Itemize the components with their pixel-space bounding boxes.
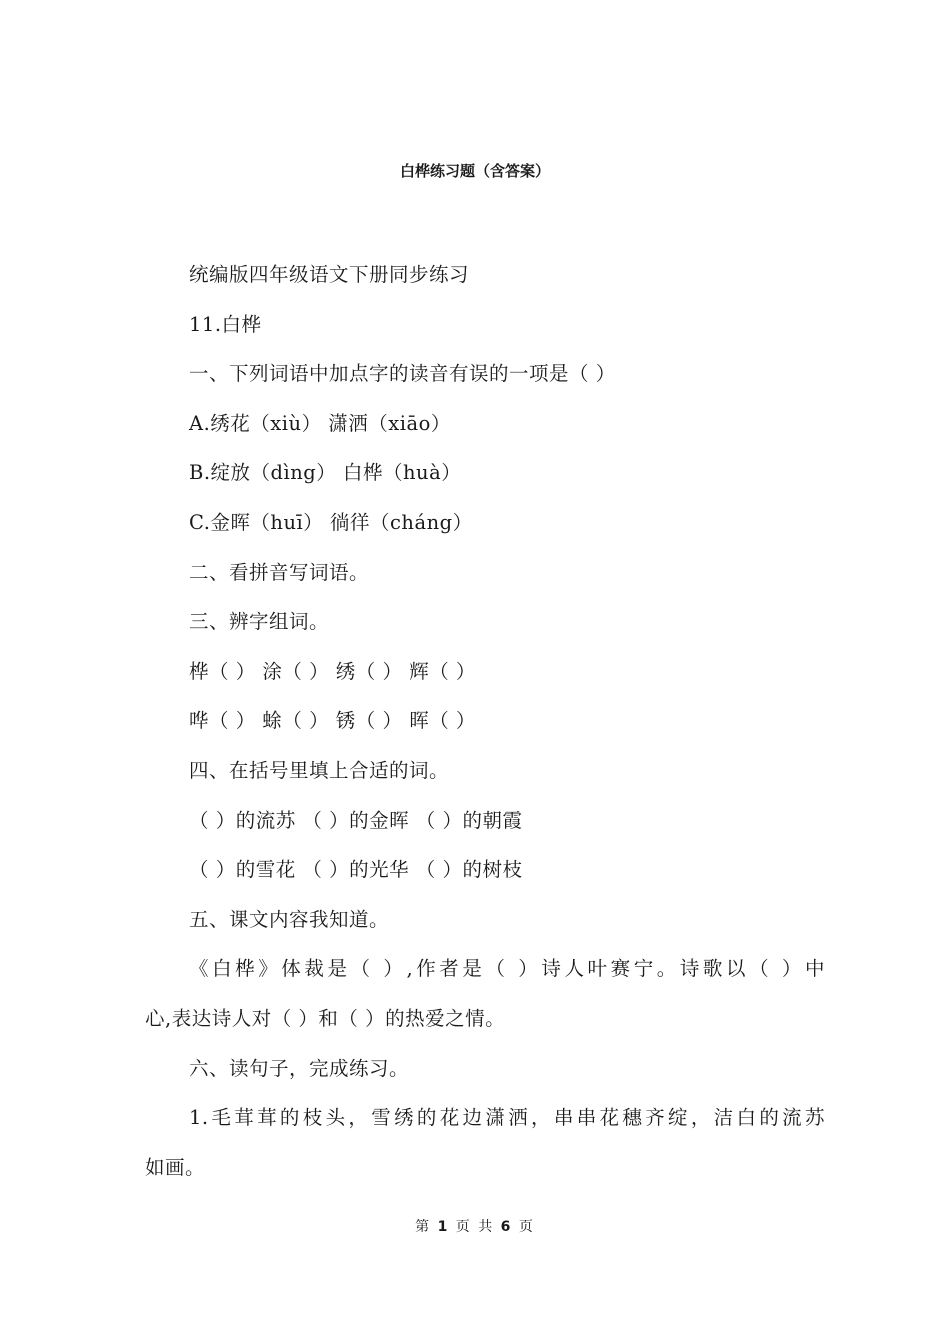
question-5: 五、课文内容我知道。 — [189, 907, 390, 931]
document-body — [145, 250, 825, 1192]
footer-suffix: 页 — [518, 1219, 535, 1235]
page-footer — [0, 1216, 950, 1236]
word-group-row-2: 哗（ ） 蜍（ ） 锈（ ） 晖（ ） — [189, 709, 476, 733]
question-2: 二、看拼音写词语。 — [189, 560, 370, 584]
fill-row-2: （ ）的雪花 （ ）的光华 （ ）的树枝 — [189, 858, 523, 882]
lesson-title: 11.白桦 — [189, 312, 262, 336]
option-c: C.金晖（huī） 徜徉（cháng） — [189, 510, 473, 534]
document-title: 白桦练习题（含答案） — [399, 162, 550, 180]
footer-total-pages: 6 — [500, 1219, 513, 1235]
footer-prefix: 第 — [415, 1219, 432, 1235]
option-b: B.绽放（dìng） 白桦（huà） — [189, 461, 462, 485]
word-group-row-1: 桦（ ） 涂（ ） 绣（ ） 辉（ ） — [189, 659, 476, 683]
question-3: 三、辨字组词。 — [189, 610, 330, 634]
fill-row-1: （ ）的流苏 （ ）的金晖 （ ）的朝霞 — [189, 808, 523, 832]
question-1: 一、下列词语中加点字的读音有误的一项是（ ） — [189, 362, 616, 386]
paragraph-5-line-1: 《白桦》体裁是（ ）,作者是（ ）诗人叶赛宁。诗歌以（ ）中 — [189, 957, 825, 981]
sentence-1-line-1: 1.毛茸茸的枝头，雪绣的花边潇洒，串串花穗齐绽，洁白的流苏 — [189, 1106, 825, 1130]
sentence-1-line-2: 如画。 — [145, 1155, 206, 1179]
question-6: 六、读句子，完成练习。 — [189, 1056, 410, 1080]
footer-middle: 页 共 — [455, 1219, 495, 1235]
footer-page-number: 1 — [437, 1219, 450, 1235]
option-a: A.绣花（xiù） 潇洒（xiāo） — [189, 411, 451, 435]
question-4: 四、在括号里填上合适的词。 — [189, 758, 450, 782]
paragraph-5-line-2: 心,表达诗人对（ ）和（ ）的热爱之情。 — [145, 1006, 506, 1030]
subtitle-line: 统编版四年级语文下册同步练习 — [189, 263, 470, 286]
